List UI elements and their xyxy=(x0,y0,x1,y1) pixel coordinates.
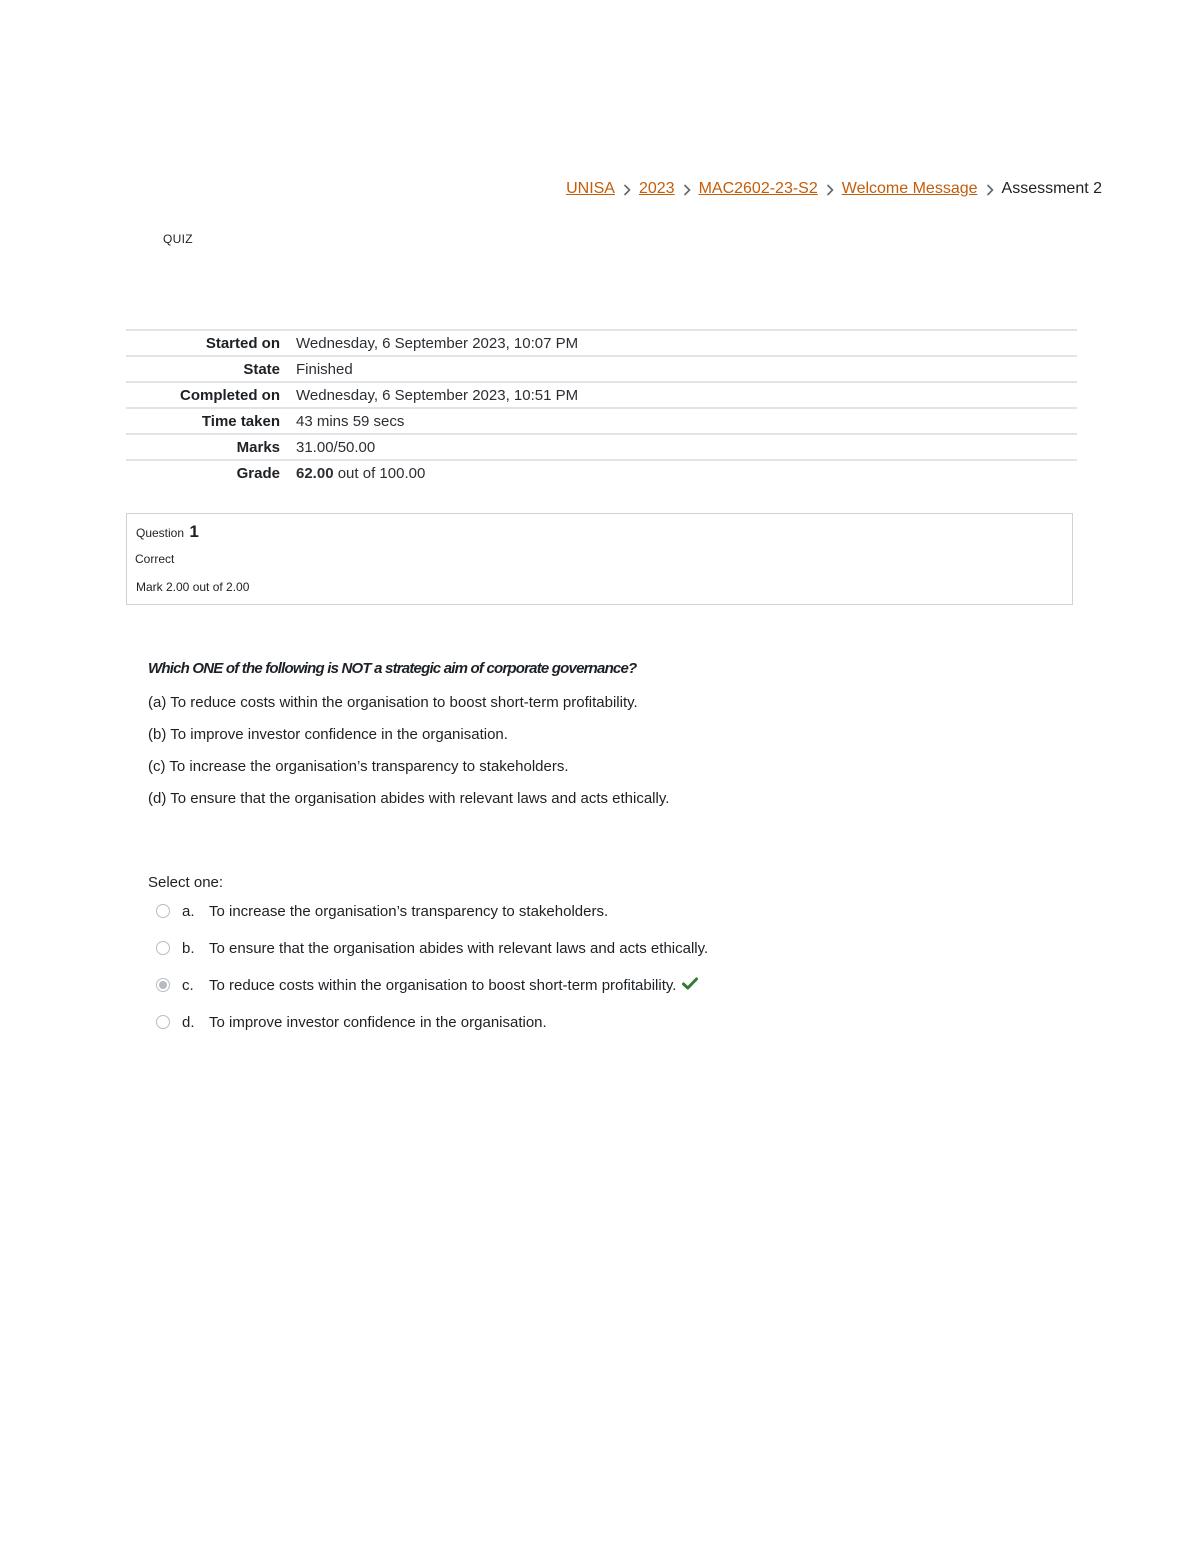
answer-option-b[interactable] xyxy=(156,937,708,959)
summary-label: Marks xyxy=(236,438,280,456)
summary-value xyxy=(296,460,1077,486)
grade-suffix: out of 100.00 xyxy=(337,465,426,482)
question-label: Question xyxy=(136,526,185,540)
breadcrumb-link-course[interactable]: MAC2602-23-S2 xyxy=(698,180,818,197)
answer-text: To improve investor confidence in the organisation. xyxy=(209,1013,547,1031)
activity-type-label: QUIZ xyxy=(163,232,193,246)
question-option-text: (c) To increase the organisation’s transparency to stakeholders. xyxy=(148,758,569,775)
question-option-text: (a) To reduce costs within the organisation to boost short-term profitability. xyxy=(148,694,638,711)
chevron-right-icon xyxy=(675,181,699,197)
answer-letter: c. xyxy=(182,976,194,994)
summary-label: State xyxy=(243,360,280,378)
question-number xyxy=(136,522,199,542)
radio-button[interactable] xyxy=(156,941,170,955)
summary-value: Wednesday, 6 September 2023, 10:07 PM xyxy=(296,334,579,352)
radio-button-selected[interactable] xyxy=(156,978,170,992)
answer-text: To increase the organisation’s transparency to stakeholders. xyxy=(209,902,609,920)
question-mark: Mark 2.00 out of 2.00 xyxy=(136,580,250,594)
chevron-right-icon xyxy=(978,181,1002,197)
radio-button[interactable] xyxy=(156,1015,170,1029)
chevron-right-icon xyxy=(818,181,842,197)
question-info-box xyxy=(126,513,1073,605)
breadcrumb-link-section[interactable]: Welcome Message xyxy=(841,180,978,197)
question-option-text: (b) To improve investor confidence in the organisation. xyxy=(148,726,508,743)
answer-text: To ensure that the organisation abides with relevant laws and acts ethically. xyxy=(209,939,709,957)
grade-value: 62.00 xyxy=(296,465,334,482)
breadcrumb xyxy=(566,180,1102,198)
question-state: Correct xyxy=(135,552,175,566)
table-row xyxy=(126,382,1077,408)
radio-button[interactable] xyxy=(156,904,170,918)
breadcrumb-current: Assessment 2 xyxy=(1001,180,1102,197)
question-option-text: (d) To ensure that the organisation abides with relevant laws and acts ethically. xyxy=(148,790,670,807)
attempt-summary-table xyxy=(126,329,1077,486)
summary-label: Completed on xyxy=(180,386,280,404)
select-one-label: Select one: xyxy=(148,874,224,891)
table-row xyxy=(126,408,1077,434)
chevron-right-icon xyxy=(615,181,639,197)
breadcrumb-link-year[interactable]: 2023 xyxy=(638,180,675,197)
summary-value: 43 mins 59 secs xyxy=(296,412,405,430)
answer-list xyxy=(156,900,708,1048)
answer-letter: b. xyxy=(182,939,195,957)
table-row xyxy=(126,434,1077,460)
check-icon xyxy=(682,977,698,994)
answer-letter: a. xyxy=(182,902,195,920)
summary-label: Started on xyxy=(205,334,280,352)
summary-label: Time taken xyxy=(201,412,280,430)
summary-value: Wednesday, 6 September 2023, 10:51 PM xyxy=(296,386,579,404)
summary-value: 31.00/50.00 xyxy=(296,438,376,456)
breadcrumb-link-unisa[interactable]: UNISA xyxy=(566,180,615,197)
question-text xyxy=(148,660,1048,822)
table-row xyxy=(126,330,1077,356)
answer-text: To reduce costs within the organisation to boost short-term profitability. xyxy=(209,976,677,994)
question-number-value: 1 xyxy=(189,522,199,541)
table-row xyxy=(126,460,1077,486)
answer-option-c[interactable] xyxy=(156,974,708,996)
summary-value: Finished xyxy=(296,360,353,378)
answer-option-a[interactable] xyxy=(156,900,708,922)
answer-letter: d. xyxy=(182,1013,195,1031)
summary-label: Grade xyxy=(236,465,280,482)
table-row xyxy=(126,356,1077,382)
question-prompt: Which ONE of the following is NOT a strategic aim of corporate governance? xyxy=(148,660,637,677)
answer-option-d[interactable] xyxy=(156,1011,708,1033)
